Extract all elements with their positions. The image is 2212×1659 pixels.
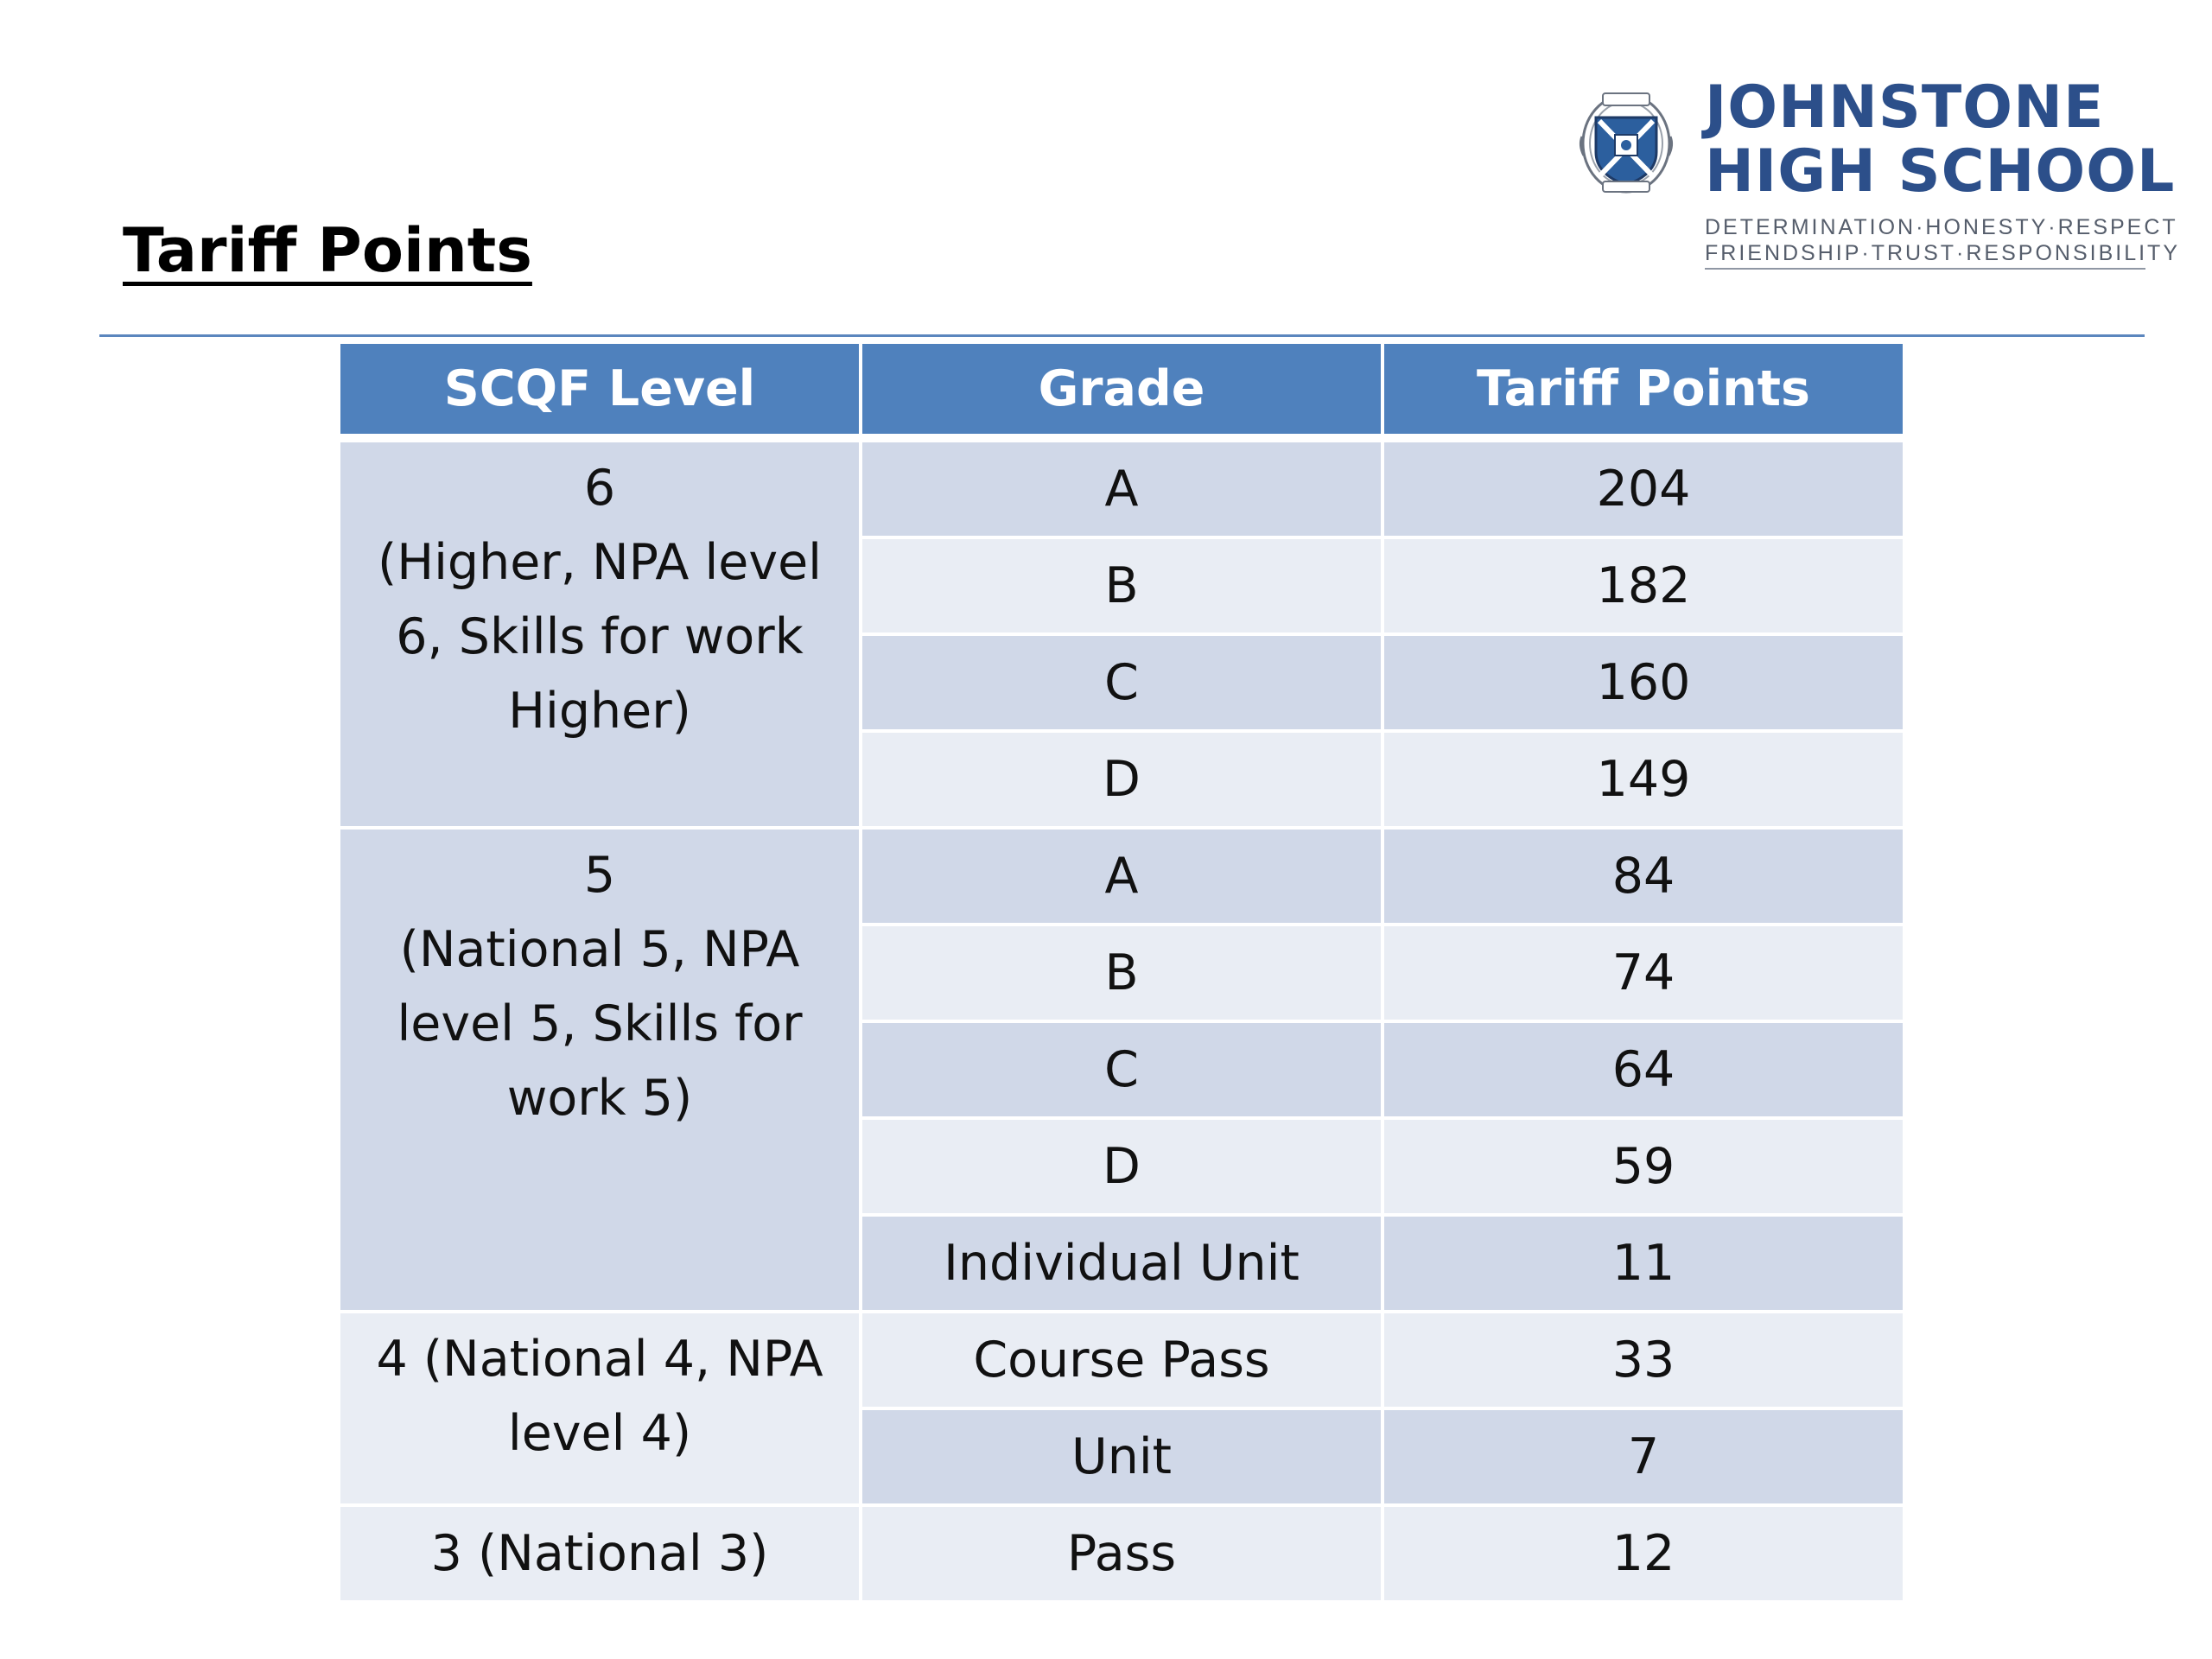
level-text-line: (Higher, NPA level <box>377 534 822 591</box>
level-text-line: work 5) <box>506 1070 693 1127</box>
points-cell: 33 <box>1384 1313 1903 1407</box>
grade-cell: B <box>862 926 1381 1020</box>
grade-cell: C <box>862 1023 1381 1116</box>
grade-cell: Course Pass <box>862 1313 1381 1407</box>
header-tariff-points: Tariff Points <box>1384 344 1903 439</box>
points-cell: 11 <box>1384 1217 1903 1310</box>
points-cell: 160 <box>1384 636 1903 729</box>
points-cell: 59 <box>1384 1120 1903 1213</box>
grade-cell: A <box>862 830 1381 923</box>
level-text-line: 6 <box>583 460 616 517</box>
level-text-line: Higher) <box>508 683 691 740</box>
header-grade: Grade <box>862 344 1381 439</box>
grade-cell: Individual Unit <box>862 1217 1381 1310</box>
school-logo <box>1577 73 2180 276</box>
tariff-points-table <box>337 340 1906 1604</box>
grade-cell: Pass <box>862 1507 1381 1600</box>
title-divider <box>99 334 2145 337</box>
table-row <box>340 830 1903 923</box>
school-motto <box>1705 214 2180 270</box>
table-row <box>340 1507 1903 1600</box>
table-row <box>340 1313 1903 1407</box>
points-cell: 7 <box>1384 1410 1903 1503</box>
grade-cell: D <box>862 733 1381 826</box>
grade-cell: Unit <box>862 1410 1381 1503</box>
grade-cell: A <box>862 442 1381 536</box>
school-name <box>1705 73 2176 206</box>
level-3-cell <box>340 1507 859 1600</box>
level-4-cell <box>340 1313 859 1503</box>
points-cell: 149 <box>1384 733 1903 826</box>
level-6-cell <box>340 442 859 826</box>
slide-title: Tariff Points <box>123 215 532 286</box>
grade-cell: B <box>862 539 1381 632</box>
school-crest-icon <box>1577 85 1676 197</box>
school-motto-line1: DETERMINATION·HONESTY·RESPECT <box>1705 215 2178 239</box>
header-scqf-level: SCQF Level <box>340 344 859 439</box>
grade-cell: C <box>862 636 1381 729</box>
level-text-line: level 4) <box>507 1405 692 1462</box>
level-text-line: level 5, Skills for <box>397 995 803 1052</box>
table-row <box>340 442 1903 536</box>
points-cell: 182 <box>1384 539 1903 632</box>
level-text-line: 3 (National 3) <box>430 1525 769 1582</box>
points-cell: 204 <box>1384 442 1903 536</box>
school-name-line1: JOHNSTONE <box>1705 73 2105 142</box>
table-header-row <box>340 344 1903 439</box>
grade-cell: D <box>862 1120 1381 1213</box>
school-motto-line2: FRIENDSHIP·TRUST·RESPONSIBILITY <box>1705 241 2180 265</box>
level-text-line: 5 <box>583 847 616 904</box>
points-cell: 64 <box>1384 1023 1903 1116</box>
level-text-line: 4 (National 4, NPA <box>376 1331 823 1388</box>
points-cell: 12 <box>1384 1507 1903 1600</box>
level-5-cell <box>340 830 859 1310</box>
level-text-line: (National 5, NPA <box>399 921 800 978</box>
level-text-line: 6, Skills for work <box>396 608 804 665</box>
points-cell: 74 <box>1384 926 1903 1020</box>
points-cell: 84 <box>1384 830 1903 923</box>
school-name-line2: HIGH SCHOOL <box>1705 137 2176 206</box>
